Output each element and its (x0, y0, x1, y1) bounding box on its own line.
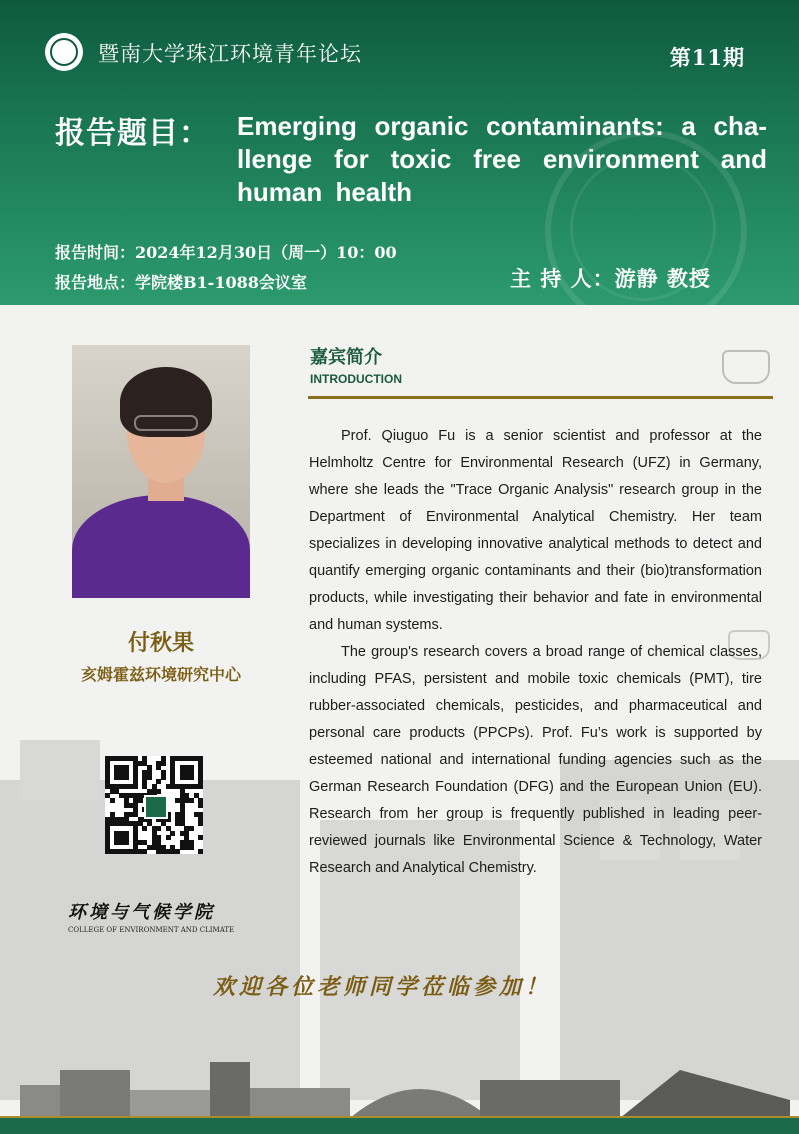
section-title-cn: 嘉宾简介 (310, 347, 382, 368)
qr-module (152, 835, 157, 840)
qr-module (170, 765, 175, 770)
qr-module (180, 840, 185, 845)
qr-module (124, 840, 129, 845)
qr-module (175, 784, 180, 789)
qr-module (161, 845, 166, 850)
qr-module (133, 798, 138, 803)
qr-module (161, 761, 166, 766)
qr-module (184, 770, 189, 775)
qr-module (133, 775, 138, 780)
qr-module (184, 835, 189, 840)
qr-module (124, 798, 129, 803)
qr-module (128, 821, 133, 826)
qr-module (180, 812, 185, 817)
qr-module (156, 789, 161, 794)
host-label: 主 持 人： (510, 267, 615, 291)
speaker-bio (309, 423, 762, 882)
qr-module (110, 849, 115, 854)
qr-module (152, 826, 157, 831)
university-logo (45, 33, 83, 71)
qr-module (124, 835, 129, 840)
qr-module (114, 775, 119, 780)
qr-module (119, 770, 124, 775)
qr-module (119, 840, 124, 845)
qr-module (198, 784, 203, 789)
qr-module (124, 817, 129, 822)
talk-title: Emerging organic contaminants: a cha-llenge for toxic free environment and human health (237, 111, 767, 207)
qr-module (133, 761, 138, 766)
qr-module (124, 849, 129, 854)
header-banner (0, 0, 799, 305)
qr-module (180, 765, 185, 770)
qr-module (170, 779, 175, 784)
forum-name: 暨南大学珠江环境青年论坛 (98, 42, 362, 66)
qr-module (138, 817, 143, 822)
qr-module (114, 831, 119, 836)
college-name-cn: 环境与气候学院 (68, 902, 215, 923)
qr-module (124, 756, 129, 761)
qr-module (189, 770, 194, 775)
place-label: 报告地点： (55, 273, 136, 292)
qr-module (133, 835, 138, 840)
qr-module (105, 784, 110, 789)
qr-module (124, 793, 129, 798)
qr-module (170, 756, 175, 761)
qr-module (156, 849, 161, 854)
qr-module (142, 849, 147, 854)
qr-module (194, 793, 199, 798)
qr-module (105, 775, 110, 780)
qr-module (175, 849, 180, 854)
qr-module (119, 756, 124, 761)
qr-module (184, 765, 189, 770)
qr-module (170, 849, 175, 854)
qr-module (161, 849, 166, 854)
qr-module (142, 826, 147, 831)
qr-module (128, 756, 133, 761)
qr-module (110, 817, 115, 822)
qr-module (180, 793, 185, 798)
qr-module (138, 849, 143, 854)
qr-module (175, 821, 180, 826)
qr-module (184, 831, 189, 836)
qr-module (114, 789, 119, 794)
qr-module (170, 845, 175, 850)
qr-module (198, 821, 203, 826)
qr-module (170, 770, 175, 775)
qr-module (114, 756, 119, 761)
qr-module (105, 845, 110, 850)
qr-module (147, 775, 152, 780)
qr-module (138, 793, 143, 798)
qr-module (189, 798, 194, 803)
qr-module (133, 765, 138, 770)
speaker-name: 付秋果 (127, 631, 194, 656)
qr-module (194, 784, 199, 789)
campus-skyline (0, 1040, 799, 1118)
qr-module (105, 835, 110, 840)
qr-module (156, 835, 161, 840)
qr-module (114, 835, 119, 840)
qr-code[interactable] (105, 756, 203, 854)
qr-module (110, 821, 115, 826)
qr-module (138, 798, 143, 803)
qr-module (124, 765, 129, 770)
title-label: 报告题目： (55, 116, 210, 151)
qr-module (105, 821, 110, 826)
qr-module (124, 803, 129, 808)
bottom-green-bar (0, 1118, 799, 1134)
qr-module (114, 840, 119, 845)
bio-paragraph: The group's research covers a broad range of chemical classes, including PFAS, persistent and mobile toxic chemicals (PMT), tire rubber-associated chemicals, pesticides, and pharmaceutical and personal care products (PPCPs). Prof. Fu’s work is supported by esteemed national and international funding agencies such as the German Research Foundation (DFG) and the European Union (EU). Research from her group is frequently published in leading peer-reviewed journals like Environmental Science & Technology, Water Research and Analytical Chemistry. (309, 644, 762, 876)
time-value: 2024年12月30日（周一）10：00 (135, 243, 397, 262)
qr-module (119, 775, 124, 780)
qr-module (166, 849, 171, 854)
qr-module (128, 803, 133, 808)
qr-module (152, 789, 157, 794)
issue-number: 第11期 (669, 45, 745, 70)
qr-module (198, 770, 203, 775)
qr-module (119, 821, 124, 826)
qr-module (161, 821, 166, 826)
qr-module (128, 793, 133, 798)
qr-module (156, 765, 161, 770)
qr-module (138, 761, 143, 766)
college-name-en: COLLEGE OF ENVIRONMENT AND CLIMATE (68, 926, 235, 934)
qr-module (119, 793, 124, 798)
section-title-en: INTRODUCTION (310, 372, 402, 386)
qr-module (119, 817, 124, 822)
qr-module (114, 765, 119, 770)
qr-module (105, 756, 110, 761)
qr-module (170, 761, 175, 766)
place-value: 学院楼B1-1088会议室 (135, 273, 307, 292)
qr-module (133, 779, 138, 784)
qr-module (198, 849, 203, 854)
qr-module (184, 840, 189, 845)
qr-module (198, 765, 203, 770)
decorative-seal-icon (722, 350, 770, 384)
qr-module (119, 849, 124, 854)
qr-module (124, 812, 129, 817)
qr-module (189, 840, 194, 845)
qr-module (133, 770, 138, 775)
qr-module (124, 784, 129, 789)
qr-module (147, 765, 152, 770)
qr-module (147, 821, 152, 826)
qr-module (175, 812, 180, 817)
qr-module (105, 765, 110, 770)
qr-module (152, 845, 157, 850)
welcome-message: 欢迎各位老师同学莅临参加！ (213, 974, 552, 1000)
qr-module (175, 817, 180, 822)
qr-module (124, 775, 129, 780)
qr-module (114, 817, 119, 822)
qr-module (198, 817, 203, 822)
qr-module (189, 784, 194, 789)
qr-module (180, 821, 185, 826)
qr-module (170, 775, 175, 780)
qr-module (147, 770, 152, 775)
qr-module (128, 812, 133, 817)
qr-module (133, 845, 138, 850)
qr-module (198, 812, 203, 817)
qr-module (138, 821, 143, 826)
qr-module (184, 826, 189, 831)
qr-module (152, 831, 157, 836)
qr-module (142, 761, 147, 766)
qr-module (180, 784, 185, 789)
qr-module (105, 793, 110, 798)
qr-module (161, 770, 166, 775)
qr-module (128, 849, 133, 854)
qr-module (114, 821, 119, 826)
qr-module (161, 756, 166, 761)
qr-module (133, 807, 138, 812)
qr-module (124, 770, 129, 775)
qr-module (170, 831, 175, 836)
qr-module (156, 845, 161, 850)
qr-module (147, 789, 152, 794)
qr-module (110, 784, 115, 789)
qr-module (180, 770, 185, 775)
qr-module (114, 784, 119, 789)
qr-module (189, 845, 194, 850)
qr-module (198, 775, 203, 780)
qr-module (180, 817, 185, 822)
host-value: 游静 教授 (614, 267, 711, 291)
qr-module (198, 756, 203, 761)
qr-module (175, 798, 180, 803)
qr-module (142, 770, 147, 775)
qr-module (194, 756, 199, 761)
bio-paragraph: Prof. Qiuguo Fu is a senior scientist and professor at the Helmholtz Centre for Environmental Research (UFZ) in Germany, where she leads the "Trace Organic Analysis" research group in the Department of Environmental Analytical Chemistry. Her team specializes in developing innovative analytical methods to detect and quantify emerging organic contaminants and their (bio)transformation products, while investigating their behavior and fate in environmental and human systems. (309, 428, 762, 633)
qr-module (133, 793, 138, 798)
qr-module (180, 845, 185, 850)
qr-module (194, 812, 199, 817)
qr-module (119, 831, 124, 836)
qr-module (189, 826, 194, 831)
qr-module (142, 840, 147, 845)
time-label: 报告时间： (55, 243, 136, 262)
qr-module (180, 798, 185, 803)
qr-module (110, 789, 115, 794)
qr-module (124, 831, 129, 836)
qr-module (133, 831, 138, 836)
qr-module (105, 826, 110, 831)
talk-place (55, 270, 307, 293)
qr-module (133, 840, 138, 845)
qr-module (152, 784, 157, 789)
qr-module (133, 756, 138, 761)
qr-module (105, 831, 110, 836)
qr-module (180, 831, 185, 836)
qr-module (142, 775, 147, 780)
qr-module (184, 784, 189, 789)
qr-module (119, 784, 124, 789)
qr-module (189, 756, 194, 761)
qr-module (184, 793, 189, 798)
qr-module (180, 803, 185, 808)
qr-module (105, 779, 110, 784)
qr-module (119, 835, 124, 840)
qr-module (166, 826, 171, 831)
qr-module (180, 807, 185, 812)
qr-module (105, 840, 110, 845)
qr-module (128, 784, 133, 789)
qr-module (198, 803, 203, 808)
qr-module (110, 756, 115, 761)
qr-module (114, 849, 119, 854)
section-divider (308, 396, 773, 399)
qr-module (105, 761, 110, 766)
qr-module (198, 835, 203, 840)
qr-module (180, 775, 185, 780)
qr-module (156, 761, 161, 766)
qr-module (147, 845, 152, 850)
qr-module (105, 817, 110, 822)
qr-module (110, 812, 115, 817)
speaker-photo (72, 345, 250, 598)
qr-module (166, 835, 171, 840)
qr-module (189, 775, 194, 780)
qr-module (189, 765, 194, 770)
qr-module (133, 812, 138, 817)
qr-module (119, 765, 124, 770)
qr-module (198, 779, 203, 784)
qr-module (133, 826, 138, 831)
qr-module (175, 756, 180, 761)
qr-module (156, 826, 161, 831)
qr-module (156, 840, 161, 845)
qr-module (184, 798, 189, 803)
qr-module (142, 779, 147, 784)
qr-module (198, 798, 203, 803)
qr-module (133, 821, 138, 826)
speaker-affiliation: 亥姆霍兹环境研究中心 (80, 665, 241, 684)
qr-module (142, 784, 147, 789)
qr-module (161, 775, 166, 780)
qr-module (184, 845, 189, 850)
qr-module (184, 756, 189, 761)
qr-module (133, 849, 138, 854)
host (510, 263, 711, 293)
qr-module (133, 803, 138, 808)
talk-time (55, 240, 397, 263)
qr-module (110, 798, 115, 803)
qr-module (184, 775, 189, 780)
qr-module (138, 840, 143, 845)
qr-module (114, 770, 119, 775)
qr-module (105, 770, 110, 775)
qr-center-logo (144, 795, 168, 819)
qr-module (142, 756, 147, 761)
qr-module (152, 840, 157, 845)
qr-module (133, 784, 138, 789)
qr-module (180, 789, 185, 794)
qr-module (170, 784, 175, 789)
qr-module (124, 821, 129, 826)
qr-module (180, 756, 185, 761)
qr-module (156, 779, 161, 784)
qr-module (166, 784, 171, 789)
qr-module (105, 849, 110, 854)
qr-module (198, 761, 203, 766)
